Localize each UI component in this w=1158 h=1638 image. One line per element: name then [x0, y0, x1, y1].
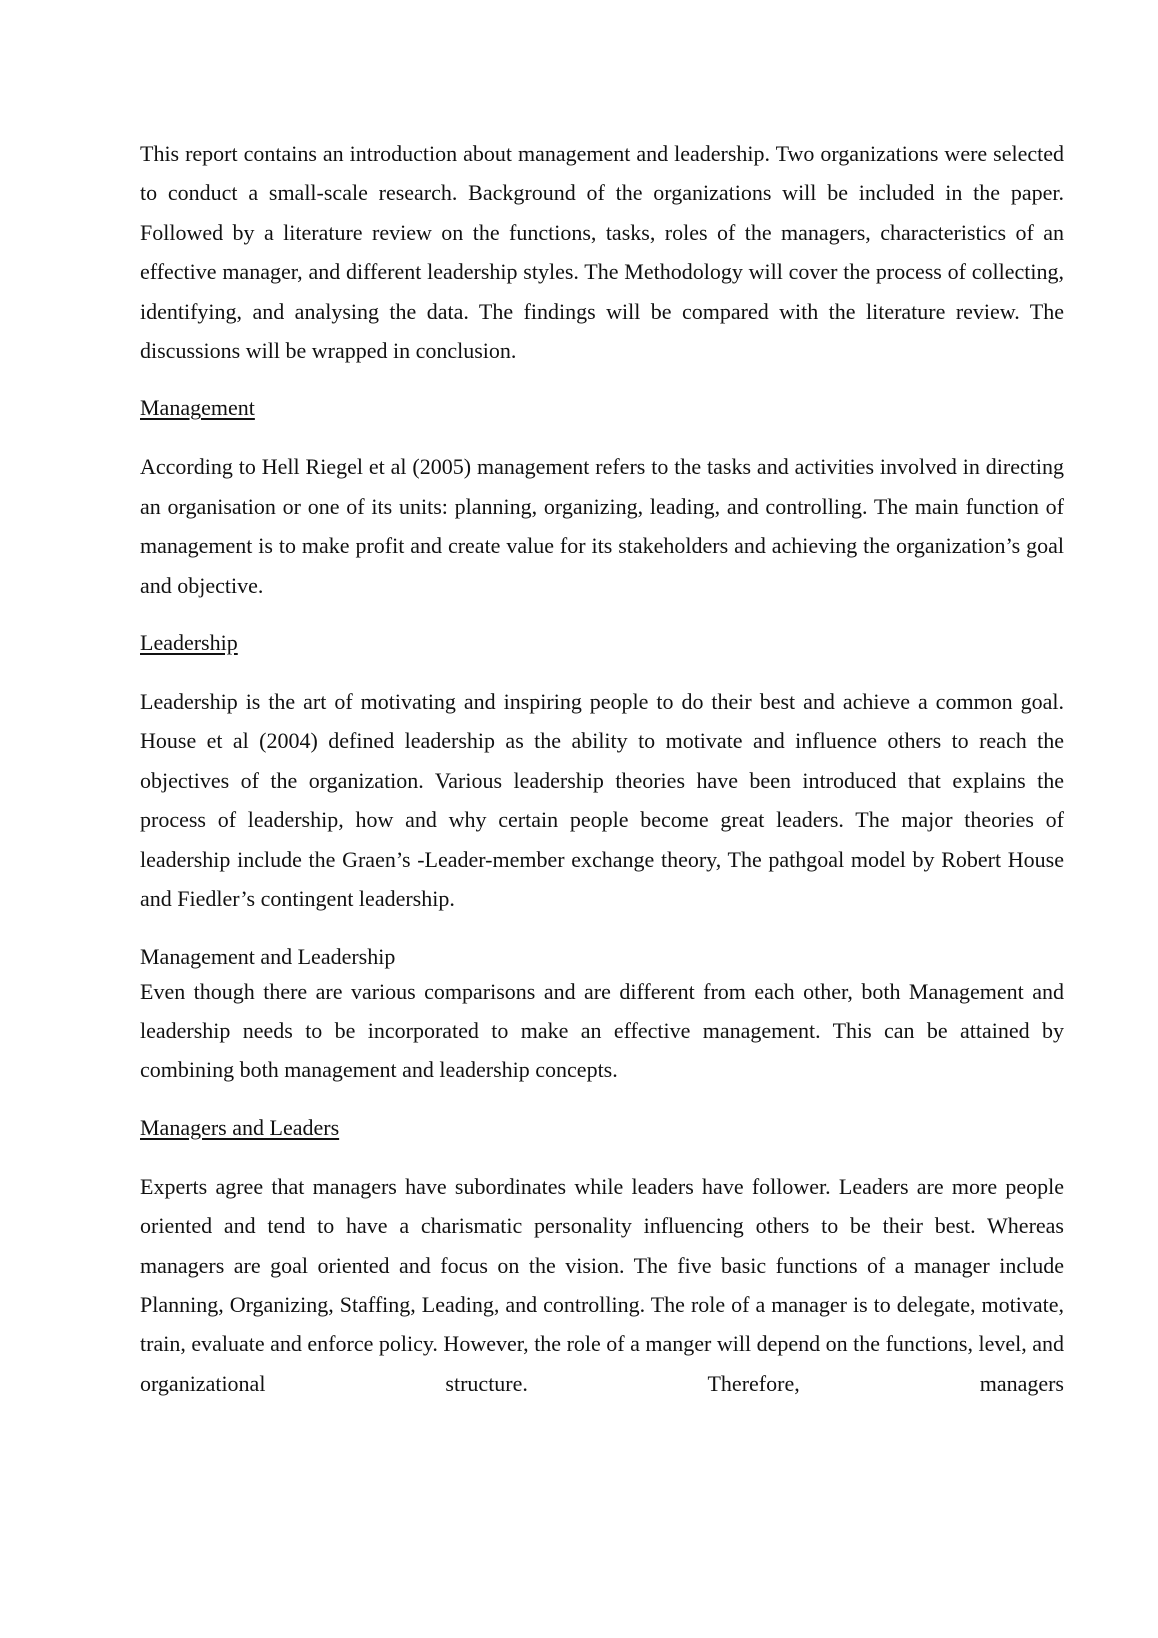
heading-leadership-text: Leadership: [140, 630, 238, 656]
intro-paragraph: This report contains an introduction about management and leadership. Two organizations were selected to conduct a small-scale research. Background of the organizations will be included in the paper. Followed by a literature review on the functions, tasks, roles of the managers, characteristics of an effective manager, and different leadership styles. The Methodology will cover the process of collecting, identifying, and analysing the data. The findings will be compared with the literature review. The discussions will be wrapped in conclusion.: [140, 141, 1064, 364]
heading-managers-and-leaders: [140, 1113, 1064, 1143]
document-body: [140, 134, 1064, 1403]
management-paragraph: According to Hell Riegel et al (2005) management refers to the tasks and activities involved in directing an organisation or one of its units: planning, organizing, leading, and controlling. The main function of management is to make profit and create value for its stakeholders and achieving the organization’s goal and objective.: [140, 454, 1064, 598]
leadership-paragraph: Leadership is the art of motivating and inspiring people to do their best and achieve a common goal. House et al (2004) defined leadership as the ability to motivate and influence others to reach the objectives of the organization. Various leadership theories have been introduced that explains the process of leadership, how and why certain people become great leaders. The major theories of leadership include the Graen’s -Leader-member exchange theory, The pathgoal model by Robert House and Fiedler’s contingent leadership.: [140, 689, 1064, 912]
heading-leadership: [140, 628, 1064, 658]
management-and-leadership-paragraph: Even though there are various comparisons and are different from each other, both Management and leadership needs to be incorporated to make an effective management. This can be attained by combining both management and leadership concepts.: [140, 978, 1064, 1083]
heading-managers-and-leaders-text: Managers and Leaders: [140, 1114, 340, 1140]
heading-management-text: Management: [140, 395, 255, 421]
heading-management-and-leadership: Management and Leadership: [140, 943, 396, 969]
heading-management: [140, 393, 1064, 423]
managers-and-leaders-paragraph: Experts agree that managers have subordinates while leaders have follower. Leaders are more people oriented and tend to have a charismatic personality influencing others to be their best. Whereas managers are goal oriented and focus on the vision. The five basic functions of a manager include Planning, Organizing, Staffing, Leading, and controlling. The role of a manager is to delegate, motivate, train, evaluate and enforce policy. However, the role of a manger will depend on the functions, level, and organizational structure. Therefore, managers: [140, 1173, 1064, 1396]
